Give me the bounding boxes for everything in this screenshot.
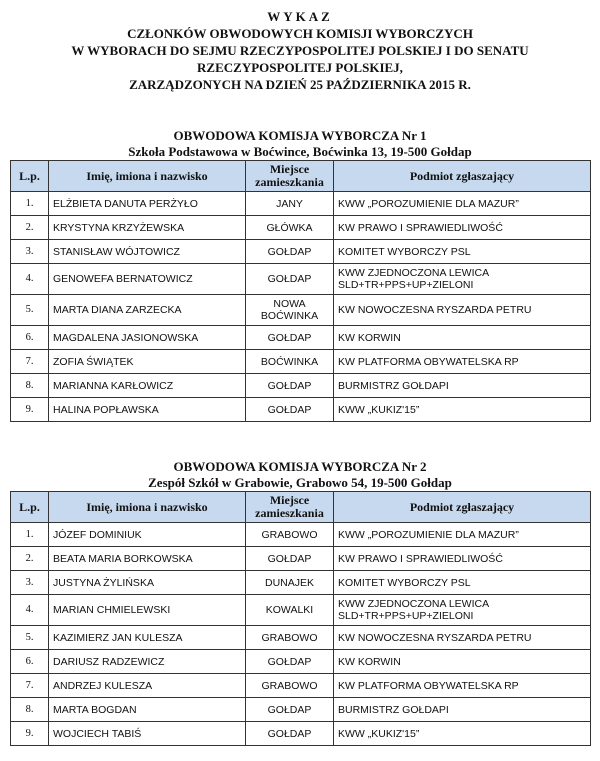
cell-lp: 8. [11,374,49,398]
cell-residence: GRABOWO [246,626,334,650]
cell-entity: KW NOWOCZESNA RYSZARDA PETRU [334,295,591,326]
cell-lp: 7. [11,674,49,698]
cell-residence: GOŁDAP [246,264,334,295]
cell-name: JUSTYNA ŻYLIŃSKA [49,571,246,595]
column-header-lp: L.p. [11,492,49,523]
cell-name: MAGDALENA JASIONOWSKA [49,326,246,350]
table-row [11,192,591,216]
cell-residence: JANY [246,192,334,216]
cell-name: ELŻBIETA DANUTA PERŻYŁO [49,192,246,216]
column-header-entity: Podmiot zgłaszający [334,161,591,192]
table-row [11,698,591,722]
cell-entity: BURMISTRZ GOŁDAPI [334,698,591,722]
table-row [11,626,591,650]
document-title: WYKAZ [267,9,333,24]
column-header-name: Imię, imiona i nazwisko [49,492,246,523]
cell-residence: GRABOWO [246,523,334,547]
commission-title: OBWODOWA KOMISJA WYBORCZA Nr 1 [173,128,427,143]
column-header-lp: L.p. [11,161,49,192]
table-row [11,571,591,595]
header-line-4: ZARZĄDZONYCH NA DZIEŃ 25 PAŹDZIERNIKA 2015 R. [129,77,471,92]
column-header-name: Imię, imiona i nazwisko [49,161,246,192]
header-line-3: RZECZYPOSPOLITEJ POLSKIEJ, [197,60,403,75]
commission-section-2 [0,459,600,746]
cell-residence: BOĆWINKA [246,350,334,374]
header-line-1: CZŁONKÓW OBWODOWYCH KOMISJI WYBORCZYCH [127,26,473,41]
cell-entity: KWW „POROZUMIENIE DLA MAZUR” [334,523,591,547]
cell-name: ZOFIA ŚWIĄTEK [49,350,246,374]
column-header-residence: Miejsce zamieszkania [246,161,334,192]
cell-name: MARTA DIANA ZARZECKA [49,295,246,326]
cell-residence: GOŁDAP [246,547,334,571]
cell-lp: 5. [11,295,49,326]
cell-entity: KW NOWOCZESNA RYSZARDA PETRU [334,626,591,650]
cell-name: KRYSTYNA KRZYŻEWSKA [49,216,246,240]
cell-name: GENOWEFA BERNATOWICZ [49,264,246,295]
cell-name: STANISŁAW WÓJTOWICZ [49,240,246,264]
members-table [10,160,591,422]
cell-lp: 3. [11,571,49,595]
table-row [11,295,591,326]
table-header-row [11,161,591,192]
cell-residence: GOŁDAP [246,326,334,350]
cell-lp: 8. [11,698,49,722]
header-line-2: W WYBORACH DO SEJMU RZECZYPOSPOLITEJ POLSKIEJ I DO SENATU [71,43,529,58]
members-table [10,491,591,746]
cell-entity: BURMISTRZ GOŁDAPI [334,374,591,398]
cell-lp: 1. [11,192,49,216]
table-row [11,326,591,350]
cell-lp: 6. [11,650,49,674]
cell-name: MARTA BOGDAN [49,698,246,722]
cell-entity: KWW ZJEDNOCZONA LEWICA SLD+TR+PPS+UP+ZIELONI [334,264,591,295]
commission-section-1 [0,128,600,422]
cell-residence: GRABOWO [246,674,334,698]
cell-residence: GOŁDAP [246,650,334,674]
cell-residence: GOŁDAP [246,698,334,722]
cell-residence: GOŁDAP [246,374,334,398]
table-row [11,547,591,571]
cell-entity: KWW „KUKIZ'15” [334,722,591,746]
cell-name: MARIAN CHMIELEWSKI [49,595,246,626]
commission-address: Szkoła Podstawowa w Boćwince, Boćwinka 13, 19-500 Gołdap [128,144,472,159]
column-header-residence: Miejsce zamieszkania [246,492,334,523]
cell-entity: KW PLATFORMA OBYWATELSKA RP [334,674,591,698]
cell-entity: KW PRAWO I SPRAWIEDLIWOŚĆ [334,547,591,571]
cell-entity: KW PLATFORMA OBYWATELSKA RP [334,350,591,374]
cell-residence: GOŁDAP [246,240,334,264]
cell-entity: KW PRAWO I SPRAWIEDLIWOŚĆ [334,216,591,240]
commission-address: Zespół Szkół w Grabowie, Grabowo 54, 19-500 Gołdap [148,475,452,490]
cell-entity: KW KORWIN [334,650,591,674]
table-row [11,240,591,264]
cell-residence: GOŁDAP [246,398,334,422]
cell-name: MARIANNA KARŁOWICZ [49,374,246,398]
table-row [11,264,591,295]
cell-lp: 2. [11,216,49,240]
table-row [11,350,591,374]
table-row [11,216,591,240]
cell-entity: KWW „KUKIZ'15” [334,398,591,422]
table-row [11,674,591,698]
cell-lp: 1. [11,523,49,547]
cell-name: ANDRZEJ KULESZA [49,674,246,698]
table-row [11,398,591,422]
table-header-row [11,492,591,523]
cell-name: DARIUSZ RADZEWICZ [49,650,246,674]
cell-lp: 6. [11,326,49,350]
cell-residence: GŁÓWKA [246,216,334,240]
table-row [11,722,591,746]
cell-entity: KW KORWIN [334,326,591,350]
table-row [11,374,591,398]
cell-lp: 4. [11,595,49,626]
commission-title: OBWODOWA KOMISJA WYBORCZA Nr 2 [173,459,427,474]
cell-name: KAZIMIERZ JAN KULESZA [49,626,246,650]
cell-lp: 5. [11,626,49,650]
cell-lp: 3. [11,240,49,264]
cell-lp: 9. [11,398,49,422]
document-header [0,0,600,93]
table-row [11,650,591,674]
cell-residence: NOWA BOĆWINKA [246,295,334,326]
cell-lp: 4. [11,264,49,295]
cell-name: WOJCIECH TABIŚ [49,722,246,746]
cell-lp: 9. [11,722,49,746]
table-row [11,595,591,626]
cell-lp: 7. [11,350,49,374]
cell-residence: GOŁDAP [246,722,334,746]
cell-lp: 2. [11,547,49,571]
cell-residence: KOWALKI [246,595,334,626]
cell-entity: KOMITET WYBORCZY PSL [334,571,591,595]
cell-name: JÓZEF DOMINIUK [49,523,246,547]
column-header-entity: Podmiot zgłaszający [334,492,591,523]
cell-name: HALINA POPŁAWSKA [49,398,246,422]
table-row [11,523,591,547]
cell-entity: KWW „POROZUMIENIE DLA MAZUR” [334,192,591,216]
cell-entity: KOMITET WYBORCZY PSL [334,240,591,264]
cell-name: BEATA MARIA BORKOWSKA [49,547,246,571]
cell-entity: KWW ZJEDNOCZONA LEWICA SLD+TR+PPS+UP+ZIELONI [334,595,591,626]
cell-residence: DUNAJEK [246,571,334,595]
